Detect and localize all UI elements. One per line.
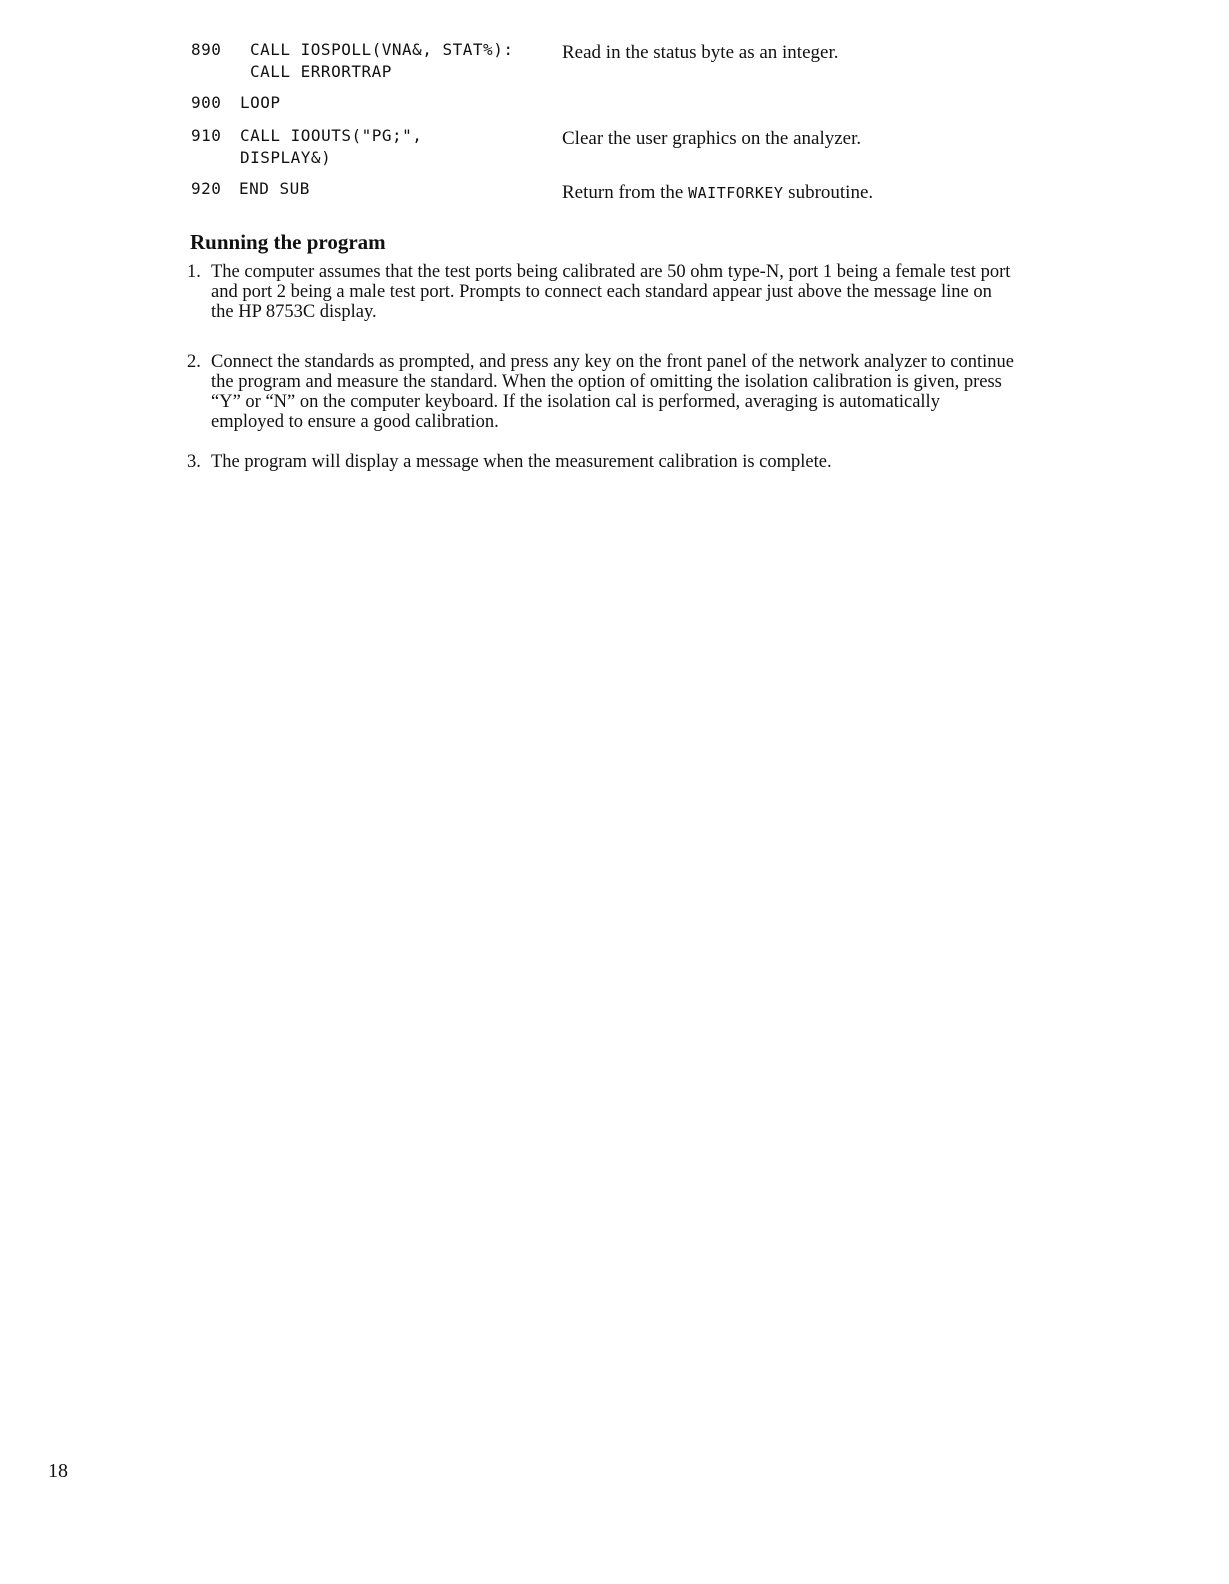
line-number: 900 xyxy=(191,93,222,112)
code-comment: Clear the user graphics on the analyzer. xyxy=(562,128,862,149)
step-text: The computer assumes that the test ports being calibrated are 50 ohm type-N, port 1 being a female test port and port 2 being a male test port. Prompts to connect each standard appear just above the message line on the HP 8753C display. xyxy=(211,262,1011,322)
section-heading: Running the program xyxy=(190,230,386,254)
line-number: 910 xyxy=(191,126,222,145)
line-number: 920 xyxy=(191,179,222,198)
code-line: DISPLAY&) xyxy=(240,148,332,167)
step-number: 1. xyxy=(187,262,201,282)
code-line: CALL IOOUTS("PG;", xyxy=(240,126,423,145)
step-number: 3. xyxy=(187,452,201,472)
step-text: Connect the standards as prompted, and press any key on the front panel of the network analyzer to continue the program and measure the standard. When the option of omitting the isolation calibration is given, press “Y” or “N” on the computer keyboard. If the isolation cal is performed, averaging is automatically employed to ensure a good calibration. xyxy=(211,352,1014,432)
code-line: LOOP xyxy=(240,93,281,112)
code-line: CALL ERRORTRAP xyxy=(250,62,392,81)
code-comment xyxy=(562,182,873,204)
list-item xyxy=(187,352,1017,432)
list-item xyxy=(187,262,1017,322)
step-text: The program will display a message when the measurement calibration is complete. xyxy=(211,452,832,472)
code-comment: Read in the status byte as an integer. xyxy=(562,42,839,63)
line-number: 890 xyxy=(191,40,222,59)
comment-code: WAITFORKEY xyxy=(688,184,784,202)
list-item xyxy=(187,452,1017,472)
page-number: 18 xyxy=(48,1460,68,1482)
step-number: 2. xyxy=(187,352,201,372)
comment-suffix: subroutine. xyxy=(783,182,874,203)
code-line: CALL IOSPOLL(VNA&, STAT%): xyxy=(250,40,514,59)
code-line: END SUB xyxy=(239,179,310,198)
comment-prefix: Return from the xyxy=(562,182,689,203)
